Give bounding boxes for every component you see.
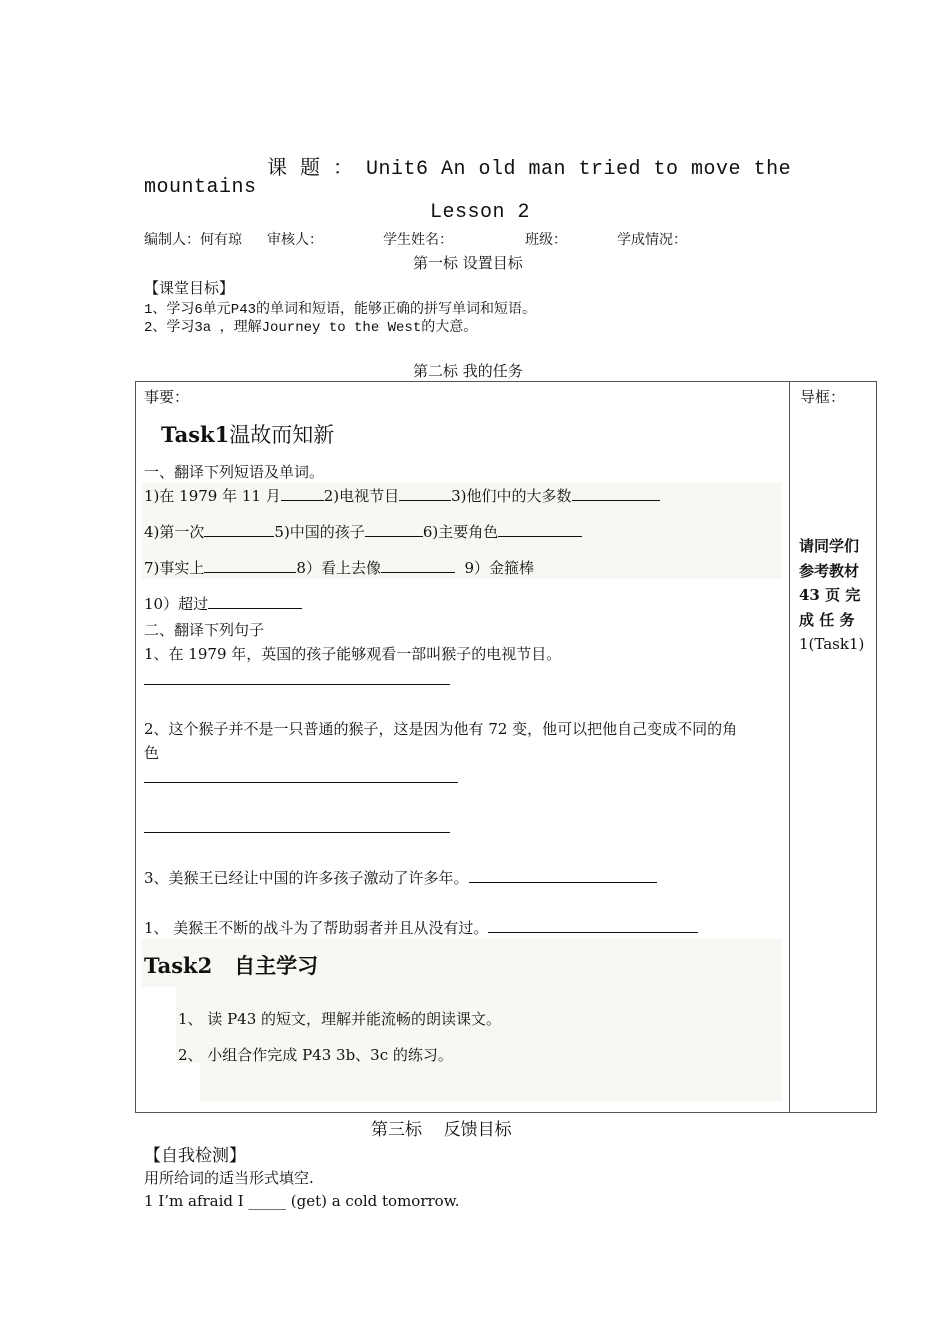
phrase-3: 3)他们中的大多数 [451, 487, 572, 505]
sentence-4-text: 1、 美猴王不断的战斗为了帮助弱者并且从没有过。 [144, 919, 489, 937]
phrase-9: 9）金箍棒 [464, 559, 535, 577]
question-1: 1 I’m afraid I _____ (get) a cold tomorrow. [144, 1192, 460, 1210]
blank-4[interactable] [204, 522, 274, 537]
meta-class: 班级： [525, 232, 567, 248]
phrase-1: 1)在 1979 年 11 月 [144, 487, 281, 505]
part2-label: 二、翻译下列句子 [144, 621, 265, 639]
self-check-label: 【自我检测】 [144, 1146, 246, 1166]
answer-line-1[interactable] [144, 684, 450, 685]
meta-student-name: 学生姓名： [383, 232, 453, 248]
goal-1: 1、学习6单元P43的单词和短语，能够正确的拼写单词和短语。 [144, 302, 537, 318]
section3-heading: 第三标 反馈目标 [371, 1120, 512, 1140]
guide-line: 请同学们 [799, 537, 860, 555]
meta-status: 学成情况： [617, 232, 687, 248]
fill-instruction: 用所给词的适当形式填空. [144, 1169, 314, 1187]
phrase-6: 6)主要角色 [422, 523, 499, 541]
guide-cell [790, 382, 877, 1113]
shade-band-4 [200, 1063, 782, 1101]
page-title-line1: 课 题 ： Unit6 An old man tried to move the [267, 158, 792, 181]
answer-line-3[interactable] [144, 832, 450, 833]
blank-10[interactable] [208, 594, 302, 609]
blank-1[interactable] [281, 486, 324, 501]
answer-line-4[interactable] [469, 868, 657, 883]
answer-line-2[interactable] [144, 782, 458, 783]
sentence-2a: 2、这个猴子并不是一只普通的猴子，这是因为他有 72 变，他可以把他自己变成不同的角 [144, 720, 738, 738]
sentence-4 [144, 917, 698, 938]
phrase-row-3 [144, 557, 534, 578]
task1-title-en: Task1 [161, 422, 230, 447]
task1-title [161, 419, 334, 449]
task2-title: Task2 自主学习 [144, 953, 319, 978]
answer-line-5[interactable] [488, 918, 698, 933]
guide-text [799, 534, 864, 657]
phrase-row-4 [144, 593, 302, 614]
blank-3[interactable] [572, 486, 660, 501]
phrase-2: 2)电视节目 [323, 487, 400, 505]
sentence-3 [144, 867, 657, 888]
task2-item-2: 2、 小组合作完成 P43 3b、3c 的练习。 [178, 1046, 453, 1064]
right-cell-label: 导框： [800, 388, 846, 406]
sentence-2b: 色 [144, 744, 160, 762]
goal-label: 【课堂目标】 [144, 279, 235, 297]
blank-7[interactable] [204, 558, 296, 573]
blank-2[interactable] [399, 486, 451, 501]
guide-line: 成 任 务 [799, 610, 855, 629]
guide-line: 1(Task1) [799, 635, 865, 653]
phrase-row-2 [144, 521, 582, 542]
blank-8[interactable] [381, 558, 455, 573]
section2-heading: 第二标 我的任务 [413, 362, 523, 380]
meta-reviewer: 审核人： [267, 232, 323, 248]
phrase-8: 8）看上去像 [296, 559, 381, 577]
phrase-4: 4)第一次 [144, 523, 205, 541]
blank-6[interactable] [498, 522, 582, 537]
guide-line: 43 页 完 [799, 586, 861, 604]
phrase-10: 10）超过 [144, 595, 209, 613]
left-cell-label: 事要： [144, 388, 190, 406]
sentence-3-text: 3、美猴王已经让中国的许多孩子激动了许多年。 [144, 869, 469, 887]
phrase-7: 7)事实上 [144, 559, 205, 577]
guide-line: 参考教材 [799, 561, 860, 580]
part1-label: 一、翻译下列短语及单词。 [144, 463, 325, 481]
sentence-1: 1、在 1979 年，英国的孩子能够观看一部叫猴子的电视节目。 [144, 645, 562, 663]
meta-compiler: 编制人：何有琼 [144, 232, 242, 248]
phrase-5: 5)中国的孩子 [274, 523, 365, 541]
page-title-line2: mountains [144, 176, 257, 199]
section1-heading: 第一标 设置目标 [413, 254, 523, 272]
lesson-title: Lesson 2 [430, 201, 531, 224]
task1-title-cn: 温故而知新 [229, 423, 335, 447]
task2-item-1: 1、 读 P43 的短文，理解并能流畅的朗读课文。 [178, 1010, 502, 1028]
phrase-row-1 [144, 485, 660, 506]
goal-2: 2、学习3a ，理解Journey to the West的大意。 [144, 320, 478, 336]
blank-5[interactable] [365, 522, 423, 537]
